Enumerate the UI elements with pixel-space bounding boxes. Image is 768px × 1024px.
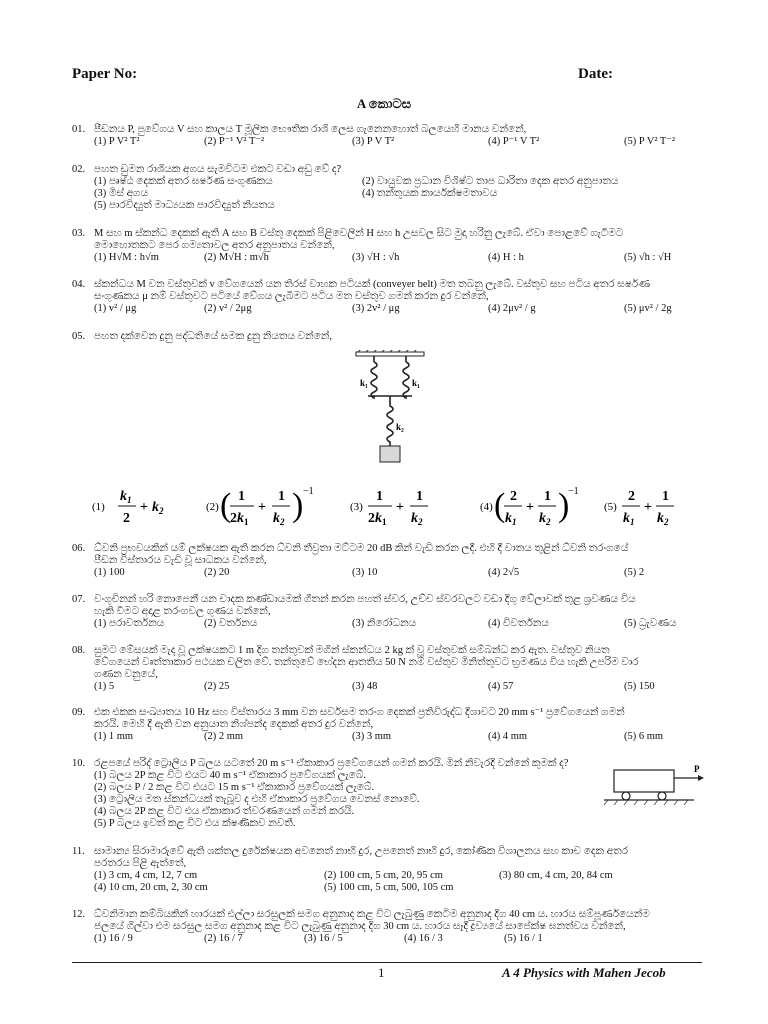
svg-text:k2: $k_2$ [273,511,285,527]
question-text-line: වංගුචිනන් හරි නොපෙනී යන චාදක කණ්ඩායමක් ගීතන් කරන පහත් ස්වර, උච්ච ස්වරවලට වඩා දිගු වේලාවක් තුළ ශ්‍රවණය විය [94,594,636,605]
option: (3) √H : √h [352,252,400,263]
question-text-line: සුමට මේසයක් මැද වූ ලක්ෂයකට 1 m දිග තන්තුවක් මගින් ස්කන්ධය 2 kg ක් වූ වස්තුවක් සම්බන්ධ කර ඇත. වස්තුව නියත [94,645,610,656]
option: (4) 2μv² / g [488,303,536,314]
option: (3) 3 mm [352,731,392,742]
question-text-line: ධ්වනිමාන කම්බියකින් හාරයක් එල්ලා සරසුලක් සමග අනුනාද කළ විට ලැබුණු කෙටිම අනුනාද දිග 40 cm ය. හාරය සම්පූර්ණයෙන්ම [94,909,650,920]
option: (1) 3 cm, 4 cm, 12, 7 cm [94,870,198,881]
svg-text:+: + [526,500,534,515]
options-row [94,136,712,148]
options-row [94,731,712,743]
option: (1) 16 / 9 [94,933,133,944]
option: (5) μv² / 2g [624,303,672,314]
question-text-line: සංගුණකය μ නම් වස්තුවට පටියේ වේගය ලැබීමට පටිය මත වස්තුව ගමන් කරන දුර වන්නේ, [94,291,489,302]
question-number: 09. [72,707,86,718]
svg-text:2k1: $2k_1$ [230,511,249,527]
question-text-line: කරයි. මෙහි දී ඇති වන අනුයාත නිශ්පන්ද දෙකක් අතර දුර වන්නේ, [94,719,374,730]
option: (3) P V T² [352,136,395,147]
question-text: පීඩනය P, පුවේගය V සහ කාලය T මූලික භෞතික රාශි ලෙස ගැනෙනහොත් බලයෙහි මානය වන්නේ, [94,124,527,135]
question-text-line: M සහ m ස්කන්ධ දෙකක් ඇති A සහ B වස්තු දෙකක් පිළිවෙලින් H සහ h උසවල සිට මුදා හරිනු ලැබේ. ඒවා පොළවේ ගැටීමට [94,228,624,239]
svg-text:2: 2 [628,489,635,504]
option: (5) 100 cm, 5 cm, 500, 105 cm [324,882,454,893]
question-number: 01. [72,124,86,135]
question-04 [72,279,712,315]
question-number: 03. [72,228,86,239]
svg-text:k1: $k_1$ [623,511,635,527]
option: (5) 2 [624,567,645,578]
option: (1) 100 [94,567,125,578]
option-label: (4) [480,501,493,513]
svg-text:2: 2 [123,511,130,526]
footer-divider [72,962,702,963]
question-08 [72,645,712,693]
option: (4) විවර්තනය [488,618,549,629]
option: (3) ට්‍රොලිය මත ස්කන්ධයක් තැබූව ද එහි ඒකාකාර ප්‍රවේගය වෙනස් නොවේ. [94,794,420,805]
question-07 [72,594,712,630]
question-number: 02. [72,164,86,175]
question-text: පහත දක්වෙන දුනු පද්ධතියේ සමක දුනු නියතය වන්නේ, [94,331,332,342]
option: (1) P V² T² [94,136,140,147]
svg-text:k1: $k_1$ [120,489,132,505]
option: (3) 2v² / μg [352,303,400,314]
options-grid [94,870,712,894]
option: (4) P⁻¹ V T² [488,136,540,147]
option: (1) 5 [94,681,115,692]
option: (5) පාරවිද්‍යුත් මාධ්‍යයක පාරවිද්‍යුත් නියතය [94,200,275,211]
question-11 [72,846,712,894]
svg-text:−1: −1 [568,486,579,497]
option: (4) 2√5 [488,567,520,578]
question-text-line: එක එකක සංඛ්‍යාතය 10 Hz සහ විස්තාරය 3 mm වන සර්වසම තරංග දෙකක් ප්‍රතිවිරුද්ධ දිශාවට 20 mm s⁻¹ ප්‍රවේගයෙන් ගමන් [94,707,625,718]
footer-brand: A 4 Physics with Mahen Jecob [502,965,666,980]
question-01 [72,124,712,148]
question-text-line: පීඩන විස්තාරය වැඩි වූ සාධකය වන්නේ, [94,555,267,566]
question-number: 05. [72,331,86,342]
question-text-line: පරතරය පිළි ඇත්තේ, [94,858,187,869]
option: (3) 80 cm, 4 cm, 20, 84 cm [499,870,613,881]
svg-text:k2: $k_2$ [539,511,551,527]
svg-text:1: 1 [278,489,285,504]
option: (3) නිරෝධනය [352,618,417,629]
spring-label-k1-right: k₁ [412,378,420,388]
question-05 [72,331,712,343]
svg-text:): ) [292,487,304,524]
question-text-line: ජලයේ ගිල්වා එම සරසුල සමග අනුනාද කළ විට ලැබුණු අනුනාද දිග 30 cm ය. හාරය සෑදී ද්‍රව්‍යයේ සාපේක්ෂ ඝනත්වය වන්නේ, [94,921,626,932]
option: (2) බලය P / 2 කළ විට එයට 15 m s⁻¹ ඒකාකාර ප්‍රවේගයක් ලැබේ. [94,782,375,793]
question-text: පහත ඩුමන රාශියක අගය සැමවිටම එකට වඩා අඩු වේ ද? [94,164,342,175]
svg-text:1: 1 [416,489,423,504]
svg-text:(: ( [494,487,506,524]
option: (2) වායුවක ප්‍රධාන විශිෂ්ට තාප ධාරිතා දෙක අතර අනුපාතය [362,176,619,187]
option: (4) බලය 2P කළ විට එය ඒකාකාර ත්වරණයෙන් ගමන් කරයි. [94,806,355,817]
q5-formula-options [92,484,692,530]
option-label: (1) [92,501,105,513]
svg-text:): ) [558,487,570,524]
trolley-figure [600,760,710,808]
option-label: (5) [604,501,617,513]
option: (5) ධ්‍රැවණය [624,618,677,629]
svg-text:k2: $k_2$ [657,511,669,527]
question-text-line: සාමාන්‍ය සිරාමාරුවේ ඇති ශක්තල දුරේක්ෂයක අවනෙත් නාභි දුර, උපනෙත් නාභි දුර, කෝණික විශාලනය සහ කාච දෙක අතර [94,846,629,857]
svg-text:+: + [258,500,266,515]
svg-text:k2: $k_2$ [411,511,423,527]
question-number: 08. [72,645,86,656]
svg-text:+: + [644,500,652,515]
option: (3) 10 [352,567,378,578]
question-number: 11. [72,846,85,857]
option: (5) 6 mm [624,731,664,742]
option: (5) √h : √H [624,252,672,263]
svg-text:1: 1 [544,489,551,504]
option: (2) P⁻¹ V² T⁻² [204,136,265,147]
question-text-line: ධ්වනි ප්‍රභවයකින් යම් ලක්ෂයක ඇති කරන ධ්වනි තීව්‍රතා මට්ටම 20 dB කින් වැඩි කරන ලදී. එහි දී වාතය තුළින් ධ්වනි තරංගයේ [94,543,629,554]
question-number: 06. [72,543,86,554]
question-03 [72,228,712,264]
option: (5) 16 / 1 [504,933,543,944]
option: (3) මිස් අගය [94,188,149,199]
question-number: 12. [72,909,86,920]
option: (5) 150 [624,681,655,692]
question-text-line: මොහොතකට පෙර ගම්‍යතාවල අතර අනුපාතය වන්නේ, [94,240,335,251]
options-row [94,252,712,264]
question-text-line: හැකි වීමට අදාළ තරංගවල ගුණය වන්නේ, [94,606,271,617]
option: (1) H√M : h√m [94,252,159,263]
spring-system-figure [340,350,440,470]
option: (3) 16 / 5 [304,933,343,944]
question-number: 10. [72,758,86,769]
question-06 [72,543,712,579]
options-row [94,618,712,630]
option: (2) 100 cm, 5 cm, 20, 95 cm [324,870,443,881]
svg-text:(: ( [220,487,232,524]
option: (1) v² / μg [94,303,137,314]
option: (1) පරාවර්තනය [94,618,165,629]
question-text-line: ගණන වනුයේ, [94,669,158,680]
question-number: 04. [72,279,86,290]
spring-label-k1-left: k₁ [360,378,368,388]
section-title: A කොටස [356,96,412,111]
formula-option-3 [350,484,440,530]
option: (4) 4 mm [488,731,528,742]
option: (2) 16 / 7 [204,933,243,944]
option: (4) 57 [488,681,514,692]
options-row [94,303,712,315]
formula-option-4 [480,484,580,530]
formula-option-1 [92,484,172,530]
option: (2) 25 [204,681,230,692]
question-02 [72,164,712,212]
option: (3) 48 [352,681,378,692]
option-label: (2) [206,501,219,513]
options-row [94,681,712,693]
option: (5) P V² T⁻² [624,136,676,147]
option: (2) M√H : m√h [204,252,269,263]
option: (2) 2 mm [204,731,244,742]
formula-option-5 [604,484,694,530]
option: (1) පෘෂ්ඨ දෙකක් අතර ඝර්ෂණ සංගුණකය [94,176,273,187]
formula-option-2 [206,484,316,530]
option: (4) 10 cm, 20 cm, 2, 30 cm [94,882,208,893]
option: (2) වර්තනය [204,618,258,629]
date-label: Date: [578,66,613,82]
option: (1) බලය 2P කළ විට එයට 40 m s⁻¹ ඒකාකාර ප්‍රවේගයක් ලැබේ. [94,770,366,781]
question-text-line: ස්කන්ධය M වන වස්තුවක් v වේගයෙන් යන තිරස් වාහක පටියක් (conveyer belt) මත තබනු ලැබේ. වස්තුව සහ පටිය අතර ඝර්ෂණ [94,279,651,290]
option-label: (3) [350,501,363,513]
svg-text:2: 2 [510,489,517,504]
option: (5) P බලය ඉවත් කළ විට එය ක්ෂණිකව නවතී. [94,818,296,829]
option: (1) 1 mm [94,731,134,742]
question-text: රළපයේ පරිද් ට්‍රොලිය P බලය යටතේ 20 m s⁻¹ ඒකාකාර ප්‍රවේගයෙන් ගමන් කරයි. මින් නිවැරදි වන්නේ කුමක් ද? [94,758,569,769]
options-row [94,567,712,579]
option: (4) H : h [488,252,524,263]
question-09 [72,707,712,743]
svg-text:1: 1 [662,489,669,504]
svg-text:2k1: $2k_1$ [368,511,387,527]
question-number: 07. [72,594,86,605]
svg-text:1: 1 [238,489,245,504]
options-grid [94,176,712,212]
option: (2) v² / 2μg [204,303,252,314]
question-12 [72,909,712,945]
svg-text:+: + [396,500,404,515]
svg-text:1: 1 [376,489,383,504]
svg-text:−1: −1 [303,486,314,497]
force-label: P [694,764,700,774]
question-text-line: වේගයෙන් වෘත්තාකාර පථයක චලිත වේ. තන්තුවේ භේදන ආතතිය 50 N නම් වස්තුව මිනිත්තුවට භ්‍රමණය විය හැකි උපරිම වාර [94,657,639,668]
svg-text:k2: $k_2$ [152,500,164,516]
options-row [94,933,712,945]
option: (4) තන්තුයක කාර්යක්ෂමතාවය [362,188,498,199]
svg-text:+: + [140,500,148,515]
option: (4) 16 / 3 [404,933,443,944]
spring-label-k2: k₂ [396,422,404,432]
svg-text:k1: $k_1$ [505,511,517,527]
option: (2) 20 [204,567,230,578]
paper-number-label: Paper No: [72,66,138,82]
page-number: 1 [378,965,385,980]
